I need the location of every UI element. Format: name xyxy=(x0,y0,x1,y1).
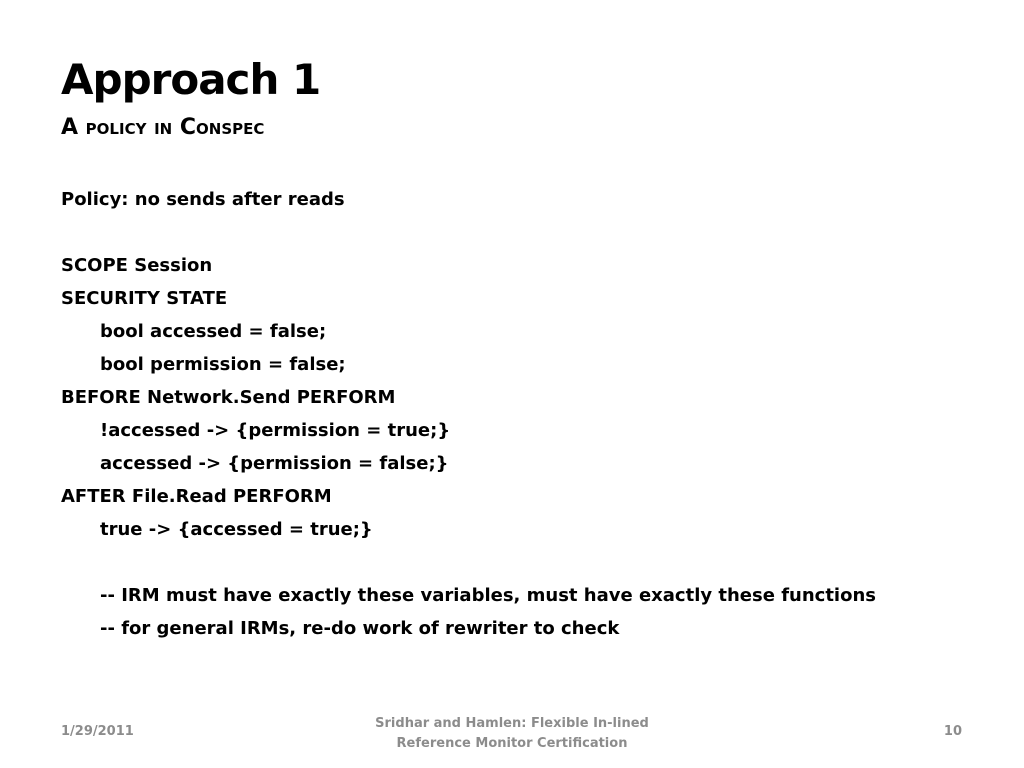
comment-line-2: -- for general IRMs, re-do work of rewriter to check xyxy=(100,618,620,639)
slide-subtitle: A policy in Conspec xyxy=(61,115,265,140)
slide-title: Approach 1 xyxy=(61,55,321,104)
true-accessed-line: true -> {accessed = true;} xyxy=(100,519,373,540)
footer-title-line-2: Reference Monitor Certification xyxy=(396,736,628,751)
spacer xyxy=(61,216,961,249)
slide-body xyxy=(61,183,961,645)
bool-permission-line: bool permission = false; xyxy=(100,354,346,375)
accessed-line: accessed -> {permission = false;} xyxy=(100,453,449,474)
scope-line: SCOPE Session xyxy=(61,255,213,276)
security-state-line: SECURITY STATE xyxy=(61,288,228,309)
footer-title xyxy=(312,714,712,754)
policy-line: Policy: no sends after reads xyxy=(61,189,345,210)
footer-date: 1/29/2011 xyxy=(61,724,134,739)
not-accessed-line: !accessed -> {permission = true;} xyxy=(100,420,451,441)
page-number: 10 xyxy=(943,724,962,739)
before-line: BEFORE Network.Send PERFORM xyxy=(61,387,396,408)
bool-accessed-line: bool accessed = false; xyxy=(100,321,327,342)
after-line: AFTER File.Read PERFORM xyxy=(61,486,332,507)
comment-line-1: -- IRM must have exactly these variables, must have exactly these functions xyxy=(100,585,876,606)
spacer xyxy=(61,546,961,579)
footer-title-line-1: Sridhar and Hamlen: Flexible In-lined xyxy=(375,716,649,731)
